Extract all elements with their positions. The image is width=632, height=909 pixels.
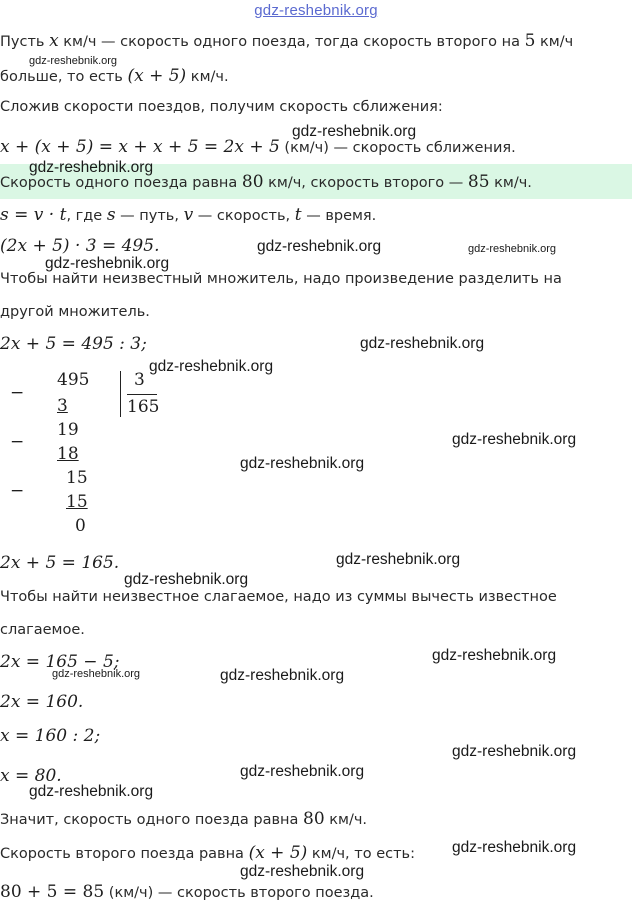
equation-line-16: x = 160 : 2; xyxy=(0,726,101,746)
quotient: 165 xyxy=(127,397,160,417)
watermark: gdz-reshebnik.org xyxy=(292,123,417,140)
watermark: gdz-reshebnik.org xyxy=(240,863,365,880)
division-bar-vertical xyxy=(120,371,121,417)
watermark: gdz-reshebnik.org xyxy=(29,55,118,67)
watermark: gdz-reshebnik.org xyxy=(432,647,557,664)
text-line-8: Чтобы найти неизвестный множитель, надо произведение разделить на xyxy=(0,271,562,287)
equation-line-7: (2x + 5) · 3 = 495. xyxy=(0,236,160,256)
division-bar-horizontal xyxy=(127,394,157,395)
text-line-12: Чтобы найти неизвестное слагаемое, надо из суммы вычесть известное xyxy=(0,589,557,605)
watermark: gdz-reshebnik.org xyxy=(220,667,345,684)
watermark: gdz-reshebnik.org xyxy=(452,839,577,856)
text-line-18: Значит, скорость одного поезда равна 80 км/ч. xyxy=(0,809,368,829)
text-line-13: слагаемое. xyxy=(0,622,85,638)
watermark: gdz-reshebnik.org xyxy=(240,455,365,472)
text-line-19: Скорость второго поезда равна (x + 5) км/ч, то есть: xyxy=(0,843,415,863)
minus-sign: − xyxy=(10,481,25,501)
watermark: gdz-reshebnik.org xyxy=(336,551,461,568)
watermark: gdz-reshebnik.org xyxy=(29,783,154,800)
equation-line-15: 2x = 160. xyxy=(0,692,84,712)
watermark: gdz-reshebnik.org xyxy=(45,255,170,272)
text-line-9: другой множитель. xyxy=(0,304,150,320)
watermark: gdz-reshebnik.org xyxy=(124,571,249,588)
watermark: gdz-reshebnik.org xyxy=(149,358,274,375)
subtrahend-1: 3 xyxy=(57,396,68,416)
watermark: gdz-reshebnik.org xyxy=(52,668,141,680)
watermark: gdz-reshebnik.org xyxy=(468,243,557,255)
watermark: gdz-reshebnik.org xyxy=(452,743,577,760)
final-remainder: 0 xyxy=(75,516,86,536)
text-line-20: 80 + 5 = 85 (км/ч) — скорость второго поезда. xyxy=(0,882,374,902)
divisor: 3 xyxy=(134,370,145,390)
remainder-1: 19 xyxy=(57,420,79,440)
dividend: 495 xyxy=(57,370,90,390)
text-line-4: x + (x + 5) = x + x + 5 = 2x + 5 (км/ч) — скорость сближения. xyxy=(0,137,516,157)
minus-sign: − xyxy=(10,432,25,452)
text-line-3: Сложив скорости поездов, получим скорость сближения: xyxy=(0,99,443,115)
subtrahend-3: 15 xyxy=(66,492,88,512)
watermark: gdz-reshebnik.org xyxy=(240,763,365,780)
equation-line-17: x = 80. xyxy=(0,766,62,786)
equation-line-14: 2x = 165 − 5; xyxy=(0,652,120,672)
watermark: gdz-reshebnik.org xyxy=(452,431,577,448)
text-line-5: Скорость одного поезда равна 80 км/ч, скорость второго — 85 км/ч. xyxy=(0,172,532,192)
header-watermark[interactable]: gdz-reshebnik.org xyxy=(254,2,378,19)
watermark: gdz-reshebnik.org xyxy=(29,159,154,176)
watermark: gdz-reshebnik.org xyxy=(360,335,485,352)
subtrahend-2: 18 xyxy=(57,444,79,464)
equation-line-10: 2x + 5 = 495 : 3; xyxy=(0,334,147,354)
text-line-2: больше, то есть (x + 5) км/ч. xyxy=(0,66,229,86)
equation-line-11: 2x + 5 = 165. xyxy=(0,553,120,573)
text-line-6: s = v · t, где s — путь, v — скорость, t — время. xyxy=(0,205,377,225)
remainder-2: 15 xyxy=(66,468,88,488)
text-line-1: Пусть x км/ч — скорость одного поезда, тогда скорость второго на 5 км/ч xyxy=(0,31,574,51)
watermark: gdz-reshebnik.org xyxy=(257,238,382,255)
minus-sign: − xyxy=(10,383,25,403)
